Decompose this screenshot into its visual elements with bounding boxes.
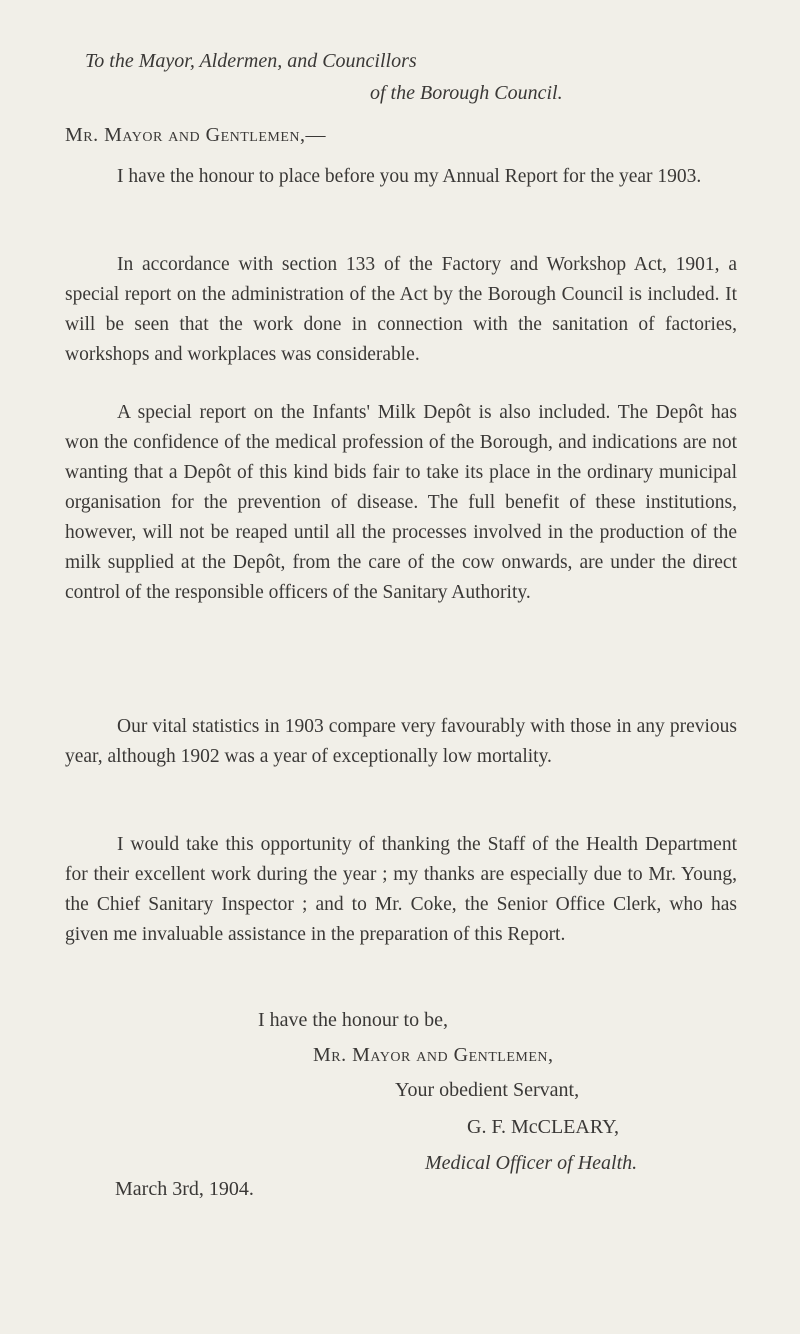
paragraph-intro: I have the honour to place before you my Annual Report for the year 1903. (117, 166, 702, 187)
paragraph-factory-act: In accordance with section 133 of the Factory and Workshop Act, 1901, a special report on the administration of the Act by the Borough Council is included. It will be seen that the work done in connection with the sanitation of factories, workshops and workplaces was considerable. (65, 254, 737, 365)
closing-line-3: Your obedient Servant, (395, 1079, 580, 1101)
salutation: Mr. Mayor and Gentlemen,— (65, 124, 326, 146)
paragraph-thanks: I would take this opportunity of thanking the Staff of the Health Department for their excellent work during the year ; my thanks are especially due to Mr. Young, the Chief Sanitary Inspector ; and to Mr. Coke, the Senior Office Clerk, who has given me invaluable assistance in the preparation of this Report. (65, 834, 737, 945)
address-line-2: of the Borough Council. (370, 82, 563, 104)
signature-title: Medical Officer of Health. (425, 1152, 638, 1174)
closing-line-1: I have the honour to be, (258, 1009, 448, 1031)
paragraph-milk-depot: A special report on the Infants' Milk Depôt is also included. The Depôt has won the confidence of the medical profession of the Borough, and indications are not wanting that a Depôt of this kind bids fair to take its place in the ordinary municipal organisation for the prevention of disease. The full benefit of these institutions, however, will not be reaped until all the processes involved in the production of the milk supplied at the Depôt, from the care of the cow onwards, are under the direct control of the responsible officers of the Sanitary Authority. (65, 402, 737, 603)
paragraph-vital-statistics: Our vital statistics in 1903 compare very favourably with those in any previous year, although 1902 was a year of exceptionally low mortality. (65, 716, 737, 767)
signature: G. F. McCLEARY, (467, 1116, 619, 1138)
closing-line-2: Mr. Mayor and Gentlemen, (313, 1044, 554, 1066)
letter-date: March 3rd, 1904. (115, 1178, 254, 1200)
address-line-1: To the Mayor, Aldermen, and Councillors (85, 50, 417, 72)
